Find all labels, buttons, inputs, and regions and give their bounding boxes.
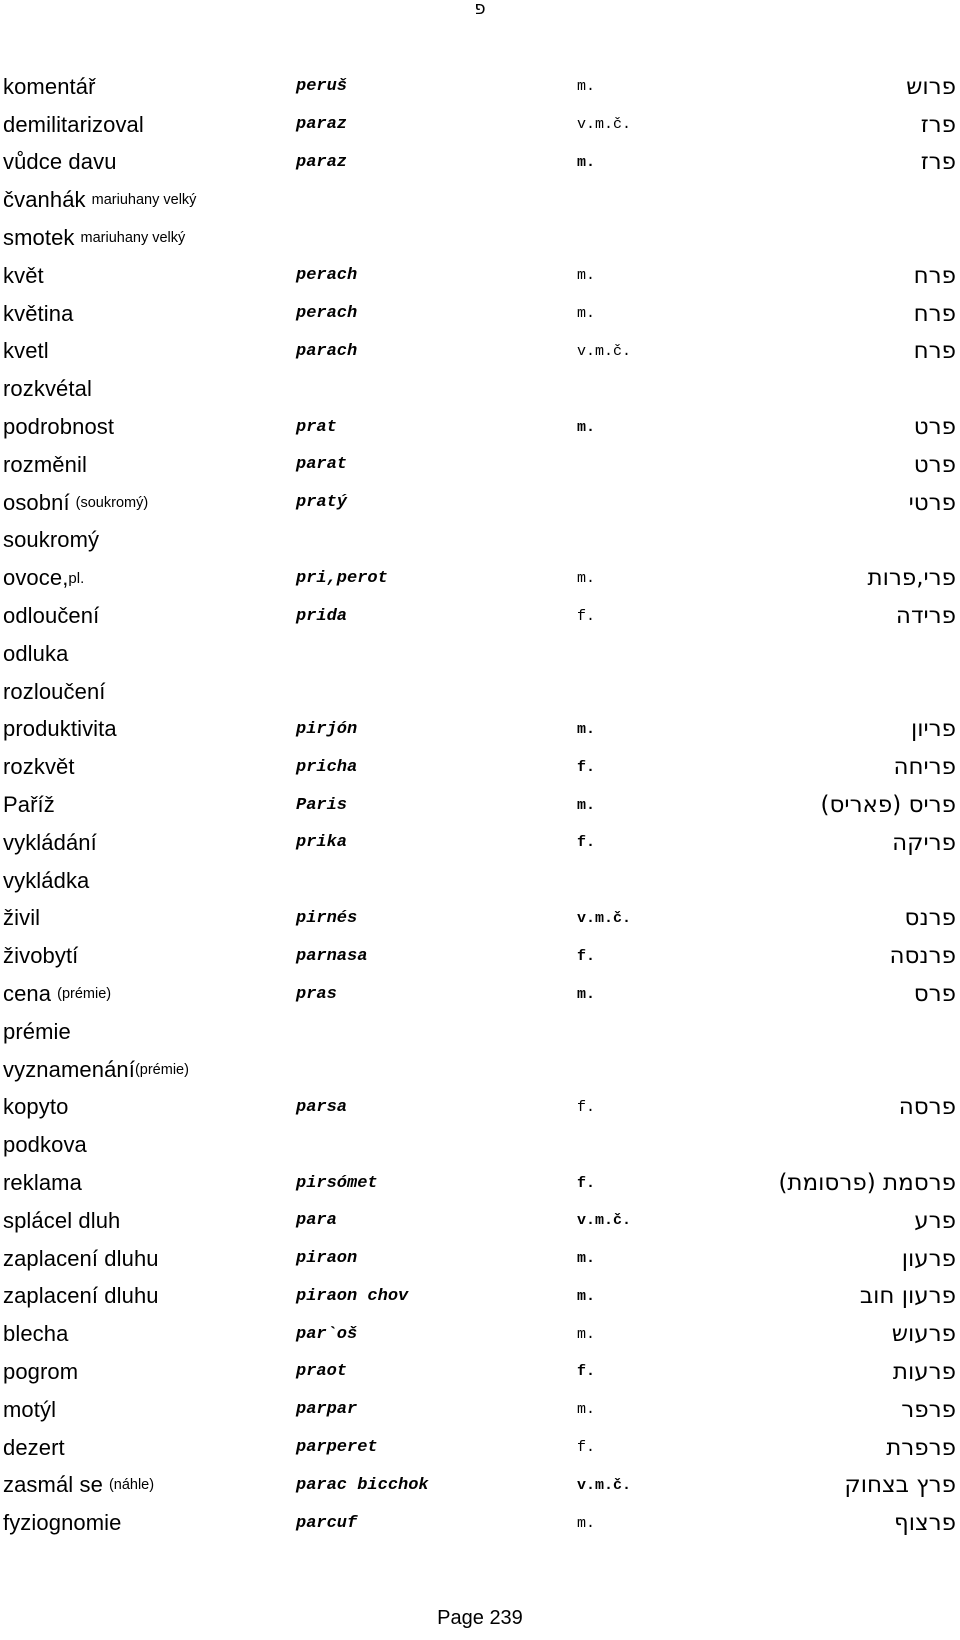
dictionary-entry — [0, 900, 960, 938]
transliteration: para — [296, 1211, 337, 1231]
dictionary-entry — [0, 1164, 960, 1202]
transliteration: pirjón — [296, 719, 358, 739]
dictionary-entry — [0, 1126, 960, 1164]
czech-term — [3, 824, 97, 862]
czech-note: mariuhany velký — [91, 192, 197, 209]
hebrew-term: פרטי — [908, 489, 956, 516]
hebrew-term: פרעות — [892, 1358, 956, 1385]
grammar-tag: f. — [577, 1439, 596, 1457]
transliteration: pras — [296, 984, 337, 1004]
hebrew-term: פרעוש — [891, 1321, 956, 1348]
grammar-tag: f. — [577, 1363, 596, 1381]
czech-term — [3, 900, 40, 938]
grammar-tag: m. — [577, 1325, 596, 1343]
czech-word: produktivita — [3, 716, 117, 742]
transliteration: prika — [296, 833, 348, 853]
dictionary-entry — [0, 597, 960, 635]
czech-term — [3, 1164, 82, 1202]
grammar-tag: f. — [577, 1098, 596, 1116]
czech-term — [3, 181, 196, 219]
czech-term — [3, 1466, 154, 1504]
hebrew-term: פרט — [913, 451, 956, 478]
grammar-tag: m. — [577, 1401, 596, 1419]
czech-term — [3, 1240, 159, 1278]
czech-word: vykládání — [3, 829, 97, 855]
dictionary-entry — [0, 106, 960, 144]
transliteration: parsa — [296, 1097, 348, 1117]
hebrew-term: פריס (פאריס) — [820, 792, 956, 819]
hebrew-term: פרוש — [906, 73, 956, 100]
dictionary-entry — [0, 786, 960, 824]
transliteration: Paris — [296, 795, 348, 815]
hebrew-term: פרסמת (פרסומת) — [778, 1170, 956, 1196]
transliteration: pricha — [296, 757, 358, 777]
grammar-tag: m. — [577, 985, 596, 1003]
hebrew-term: פרע — [914, 1207, 956, 1234]
hebrew-term: פרנס — [904, 905, 956, 932]
czech-term — [3, 484, 148, 522]
transliteration: pirnés — [296, 908, 358, 928]
dictionary-list — [0, 68, 960, 1542]
transliteration: praot — [296, 1362, 348, 1382]
hebrew-term: פרנסה — [889, 943, 956, 970]
czech-word: demilitarizoval — [3, 111, 144, 137]
transliteration: paraz — [296, 115, 348, 135]
hebrew-term: פרץ בצחוק — [844, 1472, 956, 1499]
czech-word: rozkvět — [3, 754, 75, 780]
transliteration: paraz — [296, 152, 348, 172]
czech-word: podkova — [3, 1132, 87, 1158]
grammar-tag: v.m.č. — [577, 342, 632, 360]
hebrew-term: פרצוף — [894, 1510, 956, 1537]
dictionary-entry — [0, 522, 960, 560]
dictionary-entry — [0, 144, 960, 182]
hebrew-term: פרח — [913, 300, 956, 327]
grammar-tag: f. — [577, 834, 596, 852]
czech-term — [3, 1013, 71, 1051]
hebrew-term: פרז — [920, 149, 956, 176]
hebrew-term: פרידה — [895, 603, 956, 630]
czech-term — [3, 295, 73, 333]
czech-term — [3, 559, 84, 597]
transliteration: par`oš — [296, 1324, 358, 1344]
czech-term — [3, 257, 44, 295]
grammar-tag: f. — [577, 947, 596, 965]
czech-term — [3, 1353, 78, 1391]
czech-term — [3, 408, 114, 446]
dictionary-entry — [0, 559, 960, 597]
czech-word: reklama — [3, 1170, 82, 1195]
czech-term — [3, 446, 87, 484]
page-header-letter: פ — [474, 0, 486, 19]
hebrew-term: פריחה — [893, 754, 956, 781]
czech-term — [3, 106, 144, 144]
transliteration: prida — [296, 606, 348, 626]
czech-word: odloučení — [3, 603, 100, 629]
czech-term — [3, 1278, 159, 1316]
grammar-tag: f. — [577, 607, 596, 625]
czech-term — [3, 219, 185, 257]
dictionary-entry — [0, 824, 960, 862]
hebrew-term: פרעון חוב — [859, 1283, 956, 1310]
hebrew-term: פרט — [913, 414, 956, 441]
czech-word: osobní — [3, 489, 70, 515]
transliteration: pratý — [296, 493, 348, 513]
czech-word: čvanhák — [3, 187, 86, 213]
czech-word: blecha — [3, 1321, 69, 1347]
czech-term — [3, 1391, 56, 1429]
transliteration: piraon — [296, 1249, 358, 1269]
dictionary-entry — [0, 1240, 960, 1278]
czech-term — [3, 975, 111, 1013]
czech-term — [3, 635, 68, 673]
dictionary-entry — [0, 408, 960, 446]
dictionary-entry — [0, 1504, 960, 1542]
transliteration: peruš — [296, 77, 348, 97]
dictionary-entry — [0, 68, 960, 106]
czech-term — [3, 333, 49, 371]
czech-term — [3, 1315, 68, 1353]
transliteration: prat — [296, 417, 337, 437]
czech-note: (prémie) — [134, 1061, 189, 1078]
czech-word: zaplacení dluhu — [3, 1283, 159, 1309]
dictionary-entry — [0, 1429, 960, 1467]
dictionary-entry — [0, 673, 960, 711]
czech-term — [3, 937, 78, 975]
czech-word: rozkvétal — [3, 376, 92, 402]
czech-note: mariuhany velký — [80, 230, 186, 247]
czech-word: odluka — [3, 640, 69, 666]
page-number: Page 239 — [437, 1607, 523, 1629]
czech-term — [3, 748, 75, 786]
dictionary-entry — [0, 257, 960, 295]
grammar-tag: v.m.č. — [577, 1476, 632, 1494]
czech-word: zaplacení dluhu — [3, 1245, 159, 1271]
dictionary-entry — [0, 370, 960, 408]
czech-word: splácel dluh — [3, 1207, 121, 1233]
czech-word: motýl — [3, 1396, 57, 1422]
hebrew-term: פרי,פרות — [867, 565, 956, 592]
czech-word: vyznamenání — [3, 1056, 135, 1082]
czech-word: zasmál se — [3, 1472, 103, 1498]
transliteration: piraon chov — [296, 1286, 409, 1306]
dictionary-entry — [0, 1466, 960, 1504]
czech-word: živobytí — [3, 943, 79, 969]
transliteration: parac bicchok — [296, 1475, 429, 1495]
czech-word: kopyto — [3, 1094, 69, 1120]
dictionary-entry — [0, 1353, 960, 1391]
czech-word: komentář — [3, 73, 96, 99]
dictionary-entry — [0, 1202, 960, 1240]
grammar-tag: v.m.č. — [577, 909, 632, 927]
hebrew-term: פרח — [913, 262, 956, 289]
czech-word: vůdce davu — [3, 149, 117, 175]
czech-word: Paříž — [3, 792, 55, 818]
dictionary-entry — [0, 975, 960, 1013]
czech-term — [3, 1202, 120, 1240]
dictionary-entry — [0, 711, 960, 749]
hebrew-term: פרס — [913, 981, 956, 1008]
dictionary-entry — [0, 295, 960, 333]
grammar-tag: m. — [577, 1287, 596, 1305]
grammar-tag: m. — [577, 78, 596, 96]
czech-word: rozměnil — [3, 451, 87, 477]
czech-word: ovoce, — [3, 565, 69, 591]
dictionary-entry — [0, 635, 960, 673]
czech-word: vykládka — [3, 867, 90, 893]
grammar-tag: v.m.č. — [577, 1212, 632, 1230]
czech-term — [3, 68, 96, 106]
hebrew-term: פריון — [910, 716, 956, 743]
czech-word: podrobnost — [3, 414, 115, 440]
transliteration: parat — [296, 455, 348, 475]
grammar-tag: m. — [577, 569, 596, 587]
transliteration: parnasa — [296, 946, 368, 966]
grammar-tag: m. — [577, 153, 596, 171]
grammar-tag: m. — [577, 305, 596, 323]
hebrew-term: פרעון — [901, 1245, 956, 1272]
transliteration: pirsómet — [296, 1173, 378, 1193]
dictionary-entry — [0, 937, 960, 975]
czech-term — [3, 144, 117, 182]
dictionary-entry — [0, 1013, 960, 1051]
transliteration: parcuf — [296, 1513, 358, 1533]
czech-term — [3, 1504, 122, 1542]
czech-word: smotek — [3, 225, 75, 251]
dictionary-entry — [0, 1278, 960, 1316]
transliteration: pri,perot — [296, 568, 388, 588]
grammar-tag: m. — [577, 1250, 596, 1268]
transliteration: parperet — [296, 1438, 378, 1458]
czech-word: dezert — [3, 1434, 65, 1460]
dictionary-entry — [0, 219, 960, 257]
czech-term — [3, 1126, 87, 1164]
czech-term — [3, 786, 55, 824]
czech-term — [3, 1051, 189, 1089]
czech-word: soukromý — [3, 527, 100, 553]
dictionary-entry — [0, 333, 960, 371]
czech-note: (prémie) — [57, 986, 112, 1003]
hebrew-term: פרפר — [901, 1396, 956, 1423]
transliteration: perach — [296, 304, 358, 324]
grammar-tag: f. — [577, 758, 596, 776]
dictionary-entry — [0, 748, 960, 786]
czech-term — [3, 522, 99, 560]
czech-term — [3, 370, 92, 408]
czech-note: (soukromý) — [75, 494, 149, 511]
hebrew-term: פרסה — [898, 1094, 956, 1121]
czech-term — [3, 1089, 68, 1127]
czech-word: fyziognomie — [3, 1510, 122, 1536]
dictionary-entry — [0, 181, 960, 219]
czech-note: (náhle) — [108, 1477, 155, 1494]
grammar-tag: v.m.č. — [577, 116, 632, 134]
czech-word: květina — [3, 300, 74, 326]
hebrew-term: פרח — [913, 338, 956, 365]
czech-term — [3, 711, 117, 749]
transliteration: parpar — [296, 1400, 358, 1420]
czech-word: cena — [3, 981, 52, 1007]
czech-term — [3, 1429, 65, 1467]
grammar-tag: m. — [577, 1514, 596, 1532]
czech-word: prémie — [3, 1018, 71, 1044]
czech-word: kvetl — [3, 338, 49, 364]
dictionary-entry — [0, 1051, 960, 1089]
czech-word: květ — [3, 262, 44, 288]
czech-word: pogrom — [3, 1358, 79, 1384]
grammar-tag: m. — [577, 267, 596, 285]
grammar-tag: m. — [577, 796, 596, 814]
czech-word: rozloučení — [3, 678, 106, 704]
dictionary-entry — [0, 484, 960, 522]
dictionary-entry — [0, 446, 960, 484]
grammar-tag: m. — [577, 418, 596, 436]
czech-word: živil — [3, 905, 41, 931]
transliteration: parach — [296, 341, 358, 361]
hebrew-term: פרז — [920, 111, 956, 138]
czech-note: pl. — [68, 569, 85, 587]
czech-term — [3, 862, 89, 900]
grammar-tag: m. — [577, 720, 596, 738]
dictionary-entry — [0, 1089, 960, 1127]
dictionary-entry — [0, 862, 960, 900]
transliteration: perach — [296, 266, 358, 286]
dictionary-entry — [0, 1391, 960, 1429]
czech-term — [3, 673, 106, 711]
grammar-tag: f. — [577, 1174, 596, 1192]
dictionary-entry — [0, 1315, 960, 1353]
hebrew-term: פריקה — [892, 829, 956, 856]
hebrew-term: פרפרת — [886, 1434, 956, 1461]
czech-term — [3, 597, 99, 635]
